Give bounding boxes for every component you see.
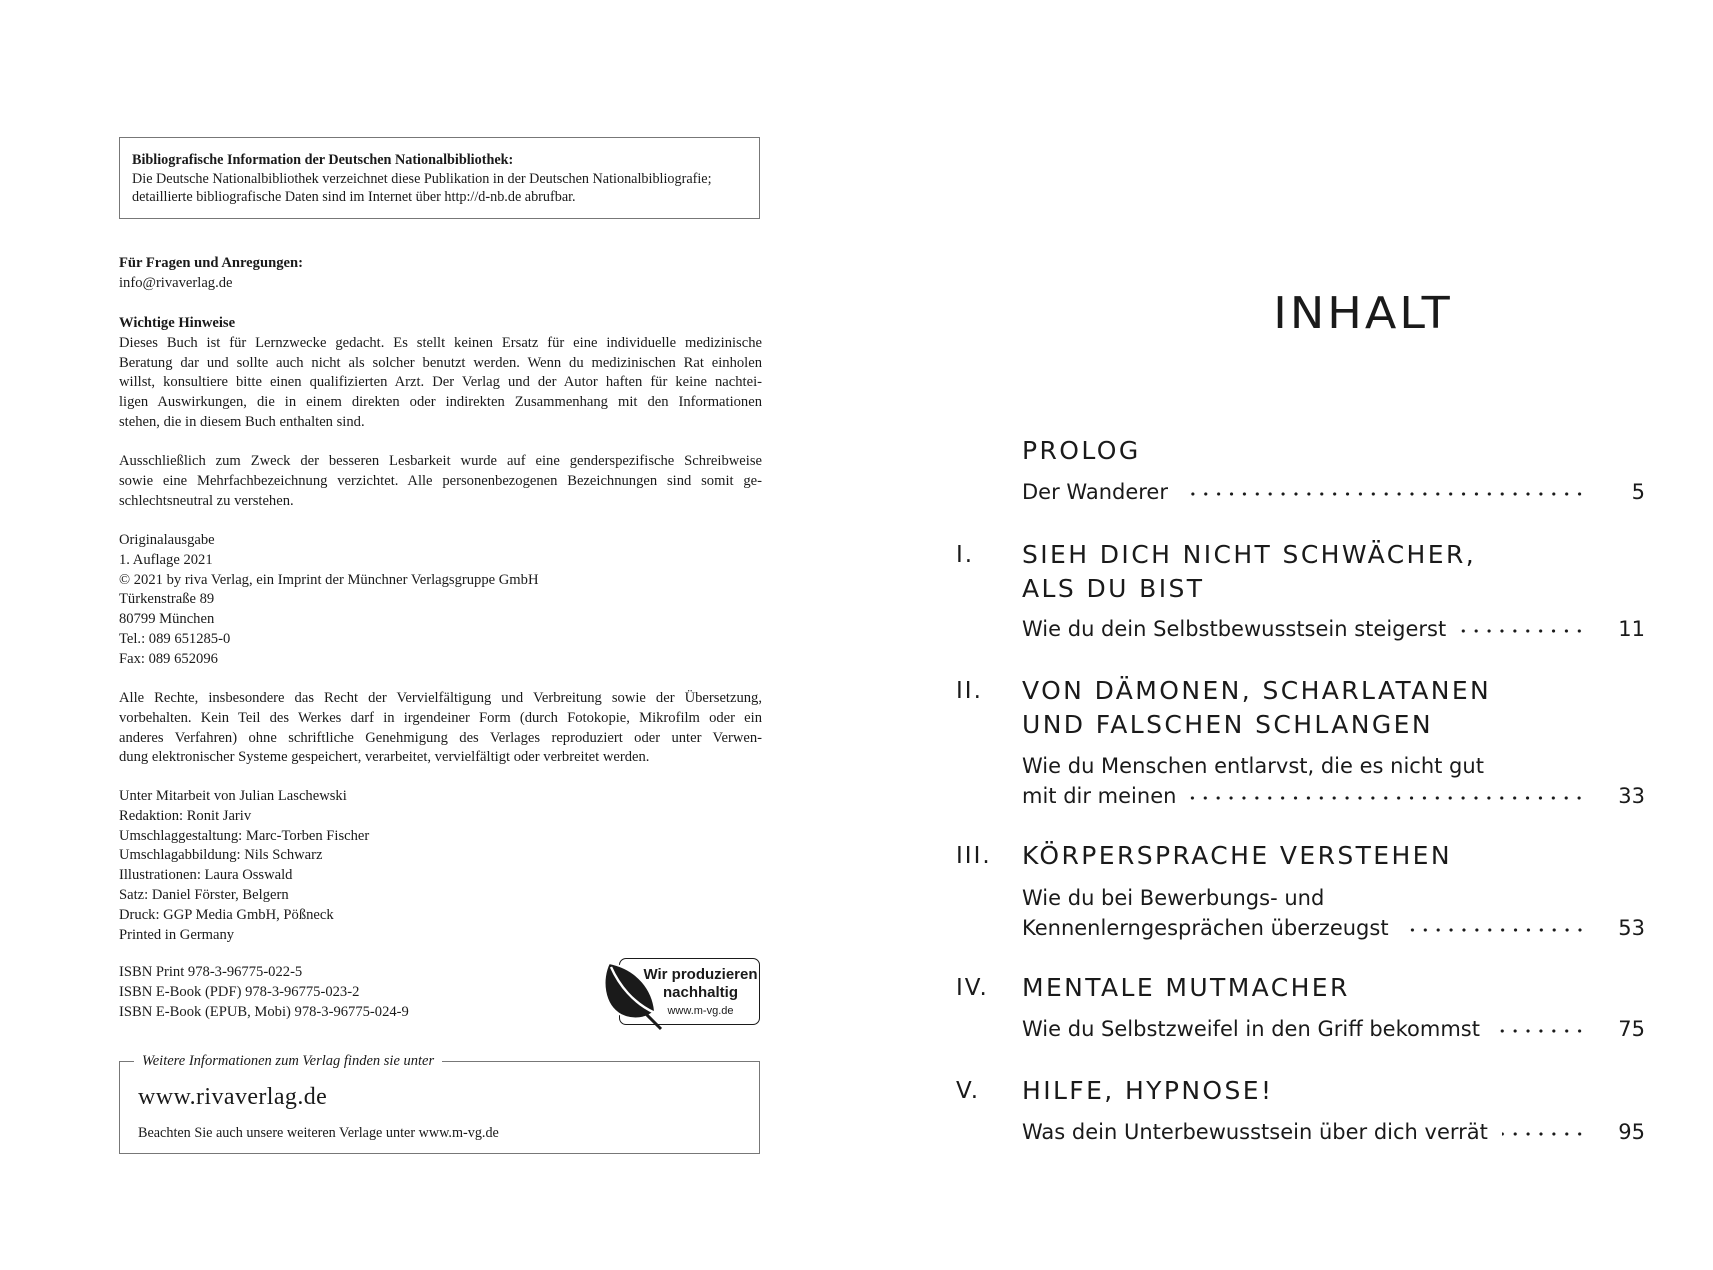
- isbn-block: [119, 963, 409, 1022]
- bib-line: Die Deutsche Nationalbibliothek verzeichnet diese Publikation in der Deutschen Nationalbibliografie;: [132, 170, 712, 187]
- section-number: V.: [956, 1078, 981, 1104]
- credits-line: Unter Mitarbeit von Julian Laschewski: [119, 788, 347, 804]
- badge-line-1: Wir produzieren: [643, 966, 758, 983]
- notes-title: Wichtige Hinweise: [119, 315, 236, 331]
- dot-leader: [1502, 1118, 1586, 1139]
- section-title-2: [1022, 674, 1662, 742]
- page-number: 11: [1618, 617, 1645, 641]
- section-title-1: [1022, 538, 1662, 606]
- sustainability-badge: [599, 955, 761, 1028]
- notes-line: willst, konsultiere bitte einen qualifizierten Arzt. Der Verlag und der Autor haften für keine nachtei-: [119, 374, 762, 391]
- dot-leader: [1182, 478, 1586, 499]
- section-title-3: [1022, 839, 1662, 873]
- entry-text: Wie du dein Selbstbewusstsein steigerst: [1022, 617, 1447, 641]
- entry-text: mit dir meinen: [1022, 784, 1177, 808]
- rights-line: anderes Verfahren) ohne schriftliche Genehmigung des Verlages reproduziert oder unter Verwen-: [119, 729, 762, 746]
- edition-line: Originalausgabe: [119, 532, 215, 548]
- badge-line-3: www.m-vg.de: [667, 1005, 734, 1017]
- web-legend: Weitere Informationen zum Verlag finden sie unter: [134, 1051, 442, 1071]
- section-title-5: [1022, 1074, 1662, 1108]
- credits-line: Umschlagabbildung: Nils Schwarz: [119, 847, 323, 864]
- gender-note-block: [119, 452, 762, 511]
- notes-line: ligen Auswirkungen, die in einem direkten oder indirekten Zusammenhang mit den Informationen: [119, 394, 762, 411]
- entry-text: Wie du Selbstzweifel in den Griff bekommst: [1022, 1017, 1480, 1041]
- entry-text: Was dein Unterbewusstsein über dich verrät: [1022, 1120, 1488, 1144]
- page-number: 33: [1618, 784, 1645, 808]
- bib-title: Bibliografische Information der Deutschen Nationalbibliothek:: [132, 152, 514, 168]
- page-number: 95: [1618, 1120, 1645, 1144]
- credits-line: Druck: GGP Media GmbH, Pößneck: [119, 906, 334, 923]
- notes-line: Beratung dar und sollte auch nicht als solcher benutzt werden. Wenn du medizinischen Rat einholen: [119, 354, 762, 371]
- web-url[interactable]: www.rivaverlag.de: [138, 1084, 328, 1110]
- credits-line: Printed in Germany: [119, 926, 235, 943]
- edition-line: © 2021 by riva Verlag, ein Imprint der Münchner Verlagsgruppe GmbH: [119, 571, 539, 588]
- rights-block: [119, 689, 762, 768]
- edition-line: Türkenstraße 89: [119, 591, 215, 608]
- dot-leader: [1403, 914, 1586, 935]
- gender-line: sowie eine Mehrfachbezeichnung verzichtet. Alle personenbezogenen Bezeichnungen sind somit ge-: [119, 472, 762, 489]
- credits-line: Satz: Daniel Förster, Belgern: [119, 886, 289, 903]
- page-number: 53: [1618, 916, 1645, 940]
- isbn-line: ISBN E-Book (EPUB, Mobi) 978-3-96775-024-9: [119, 1003, 409, 1020]
- toc-entry-prolog[interactable]: [1022, 477, 1645, 507]
- rights-line: Alle Rechte, insbesondere das Recht der Vervielfältigung und Verbreitung sowie der Übersetzung,: [119, 690, 762, 706]
- section-title-line: ALS DU BIST: [1022, 574, 1205, 603]
- credits-line: Illustrationen: Laura Osswald: [119, 867, 293, 884]
- section-title-line: VON DÄMONEN, SCHARLATANEN: [1022, 676, 1492, 705]
- important-notes-block: [119, 314, 762, 433]
- notes-line: Dieses Buch ist für Lernzwecke gedacht. Es stellt keinen Ersatz für eine individuelle medizinische: [119, 334, 762, 351]
- isbn-line: ISBN E-Book (PDF) 978-3-96775-023-2: [119, 983, 360, 1000]
- edition-line: 80799 München: [119, 611, 215, 628]
- edition-line: 1. Auflage 2021: [119, 551, 213, 568]
- dot-leader: [1460, 615, 1586, 636]
- page-number: 75: [1618, 1017, 1645, 1041]
- edition-line: Fax: 089 652096: [119, 650, 218, 667]
- dot-leader: [1190, 782, 1586, 803]
- bibliographic-info-box: [119, 137, 760, 219]
- rights-line: dung elektronischer Systeme gespeichert, verarbeitet, vervielfältigt oder verbreitet werden.: [119, 749, 650, 766]
- imprint-page: [119, 0, 762, 1270]
- section-title-line: KÖRPERSPRACHE VERSTEHEN: [1022, 841, 1452, 870]
- toc-entry-1[interactable]: [1022, 614, 1645, 644]
- edition-block: [119, 531, 762, 670]
- questions-block: [119, 254, 762, 294]
- credits-line: Redaktion: Ronit Jariv: [119, 807, 252, 824]
- web-note: Beachten Sie auch unsere weiteren Verlage unter www.m-vg.de: [138, 1125, 499, 1141]
- publisher-web-box: [119, 1053, 760, 1154]
- toc-entry-4[interactable]: [1022, 1014, 1645, 1044]
- toc-entry-3[interactable]: [1022, 883, 1645, 943]
- gender-line: schlechtsneutral zu verstehen.: [119, 492, 294, 509]
- questions-title: Für Fragen und Anregungen:: [119, 255, 303, 271]
- questions-email: info@rivaverlag.de: [119, 274, 233, 291]
- dot-leader: [1494, 1015, 1586, 1036]
- isbn-line: ISBN Print 978-3-96775-022-5: [119, 964, 303, 980]
- toc-entry-2[interactable]: [1022, 751, 1645, 811]
- toc-entry-5[interactable]: [1022, 1117, 1645, 1147]
- credits-block: [119, 787, 762, 945]
- entry-text: Kennenlerngesprächen überzeugst: [1022, 916, 1389, 940]
- entry-text: Wie du Menschen entlarvst, die es nicht gut: [1022, 754, 1484, 778]
- section-title-line: SIEH DICH NICHT SCHWÄCHER,: [1022, 540, 1477, 569]
- edition-line: Tel.: 089 651285-0: [119, 630, 231, 647]
- page-number: 5: [1631, 480, 1645, 504]
- toc-page: [956, 0, 1706, 1270]
- entry-text: Wie du bei Bewerbungs- und: [1022, 886, 1325, 910]
- toc-title: INHALT: [1273, 287, 1453, 339]
- section-title-line: HILFE, HYPNOSE!: [1022, 1076, 1274, 1105]
- entry-text: Der Wanderer: [1022, 480, 1168, 504]
- bib-line: detaillierte bibliografische Daten sind im Internet über http://d-nb.de abrufbar.: [132, 189, 576, 206]
- gender-line: Ausschließlich zum Zweck der besseren Lesbarkeit wurde auf eine genderspezifische Schreibweise: [119, 453, 762, 469]
- section-title-line: MENTALE MUTMACHER: [1022, 973, 1350, 1002]
- notes-line: stehen, die in diesem Buch enthalten sind.: [119, 413, 365, 430]
- credits-line: Umschlaggestaltung: Marc-Torben Fischer: [119, 827, 370, 844]
- badge-line-2: nachhaltig: [662, 984, 738, 1001]
- section-title-prolog: [1022, 434, 1662, 468]
- leaf-icon: [599, 955, 663, 1031]
- section-number: IV.: [956, 975, 989, 1001]
- section-title-line: UND FALSCHEN SCHLANGEN: [1022, 710, 1433, 739]
- section-title-4: [1022, 971, 1662, 1005]
- section-title-line: PROLOG: [1022, 436, 1141, 465]
- rights-line: vorbehalten. Kein Teil des Werkes darf in irgendeiner Form (durch Fotokopie, Mikrofilm oder ein: [119, 709, 762, 726]
- section-number: III.: [956, 843, 992, 869]
- section-number: I.: [956, 542, 975, 568]
- section-number: II.: [956, 678, 983, 704]
